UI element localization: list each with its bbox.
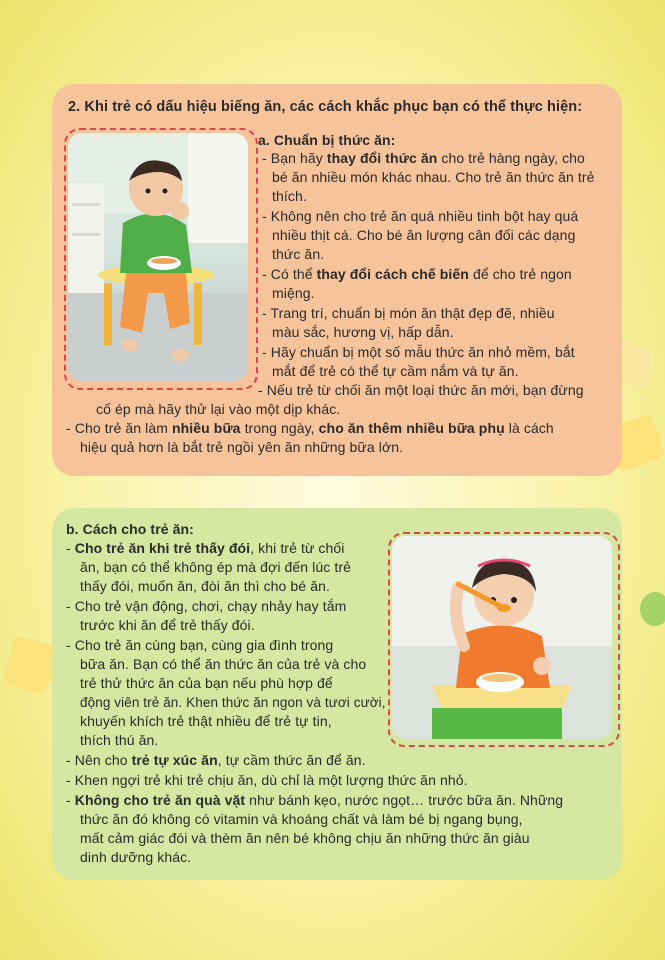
list-item-text: mắt để trẻ có thể tự cầm nắm và tự ăn. [272, 363, 519, 379]
list-item-text: trẻ thử thức ăn của bạn nếu phù hợp để [80, 675, 333, 691]
part-b-title: b. Cách cho trẻ ăn: [66, 521, 194, 537]
list-item-text: cố ép mà hãy thử lại vào một dịp khác. [96, 401, 341, 417]
list-item: - Cho trẻ ăn cùng bạn, cùng gia đình trong [66, 637, 334, 653]
list-item-text: nhiều thịt cá. Cho bé ăn lượng cân đối các dạng [272, 227, 576, 243]
list-item: - Bạn hãy thay đổi thức ăn cho trẻ hàng ngày, cho [262, 150, 585, 166]
list-item: - Nếu trẻ từ chối ăn một loại thức ăn mới, bạn đừng [258, 382, 584, 398]
list-item-text: thức ăn. [272, 246, 325, 262]
list-item: - Hãy chuẩn bị một số mẫu thức ăn nhỏ mềm, bắt [262, 344, 575, 360]
photo-frame-dashed [64, 128, 258, 390]
puzzle-piece-decoration [2, 635, 57, 695]
list-item-text: ăn, bạn có thể không ép mà đợi đến lúc trẻ [80, 559, 351, 575]
list-item-text: thích thú ăn. [80, 732, 159, 748]
list-item-text: bữa ăn. Bạn có thể ăn thức ăn của trẻ và cho [80, 656, 367, 672]
list-item-text: khuyến khích trẻ thật nhiều để trẻ tự tin, [80, 713, 332, 729]
list-item: - Nên cho trẻ tự xúc ăn, tự cầm thức ăn để ăn. [66, 752, 366, 768]
list-item-text: hiệu quả hơn là bắt trẻ ngồi yên ăn những bữa lớn. [80, 439, 404, 455]
list-item: - Trang trí, chuẩn bị món ăn thật đẹp đẽ, nhiều [262, 305, 555, 321]
list-item-text: màu sắc, hương vị, hấp dẫn. [272, 324, 454, 340]
list-item: - Khen ngợi trẻ khi trẻ chịu ăn, dù chỉ là một lượng thức ăn nhỏ. [66, 772, 468, 788]
list-item-text: trước khi ăn để trẻ thấy đói. [80, 617, 255, 633]
part-a-title: a. Chuẩn bị thức ăn: [258, 132, 396, 148]
section-title: 2. Khi trẻ có dấu hiệu biếng ăn, các cách khắc phục bạn có thể thực hiện: [68, 99, 583, 115]
list-item: - Cho trẻ ăn khi trẻ thấy đói, khi trẻ từ chối [66, 540, 345, 556]
list-item-text: bé ăn nhiều món khác nhau. Cho trẻ ăn thức ăn trẻ [272, 169, 595, 185]
list-item-text: mất cảm giác đói và thèm ăn nên bé không chịu ăn những thức ăn giàu [80, 830, 530, 846]
list-item: - Không nên cho trẻ ăn quá nhiều tinh bột hay quá [262, 208, 579, 224]
list-item-text: thấy đói, muốn ăn, đòi ăn thì cho bé ăn. [80, 578, 330, 594]
list-item-text: động viên trẻ ăn. Khen thức ăn ngon và tươi cười, [80, 695, 386, 710]
list-item-text: thích. [272, 188, 307, 204]
list-item-text: miệng. [272, 285, 315, 301]
list-item: - Có thể thay đổi cách chế biến để cho trẻ ngon [262, 266, 572, 282]
list-item: - Cho trẻ vận động, chơi, chạy nhảy hay tắm [66, 598, 347, 614]
list-item-text: thức ăn đó không có vitamin và khoáng chất và làm bé bị ngang bụng, [80, 811, 523, 827]
list-item: - Không cho trẻ ăn quà vặt như bánh kẹo, nước ngọt… trước bữa ăn. Những [66, 792, 564, 808]
list-item: - Cho trẻ ăn làm nhiều bữa trong ngày, cho ăn thêm nhiều bữa phụ là cách [66, 420, 554, 436]
puzzle-piece-decoration [640, 592, 665, 626]
photo-frame-dashed [388, 532, 620, 747]
list-item-text: dinh dưỡng khác. [80, 849, 192, 865]
